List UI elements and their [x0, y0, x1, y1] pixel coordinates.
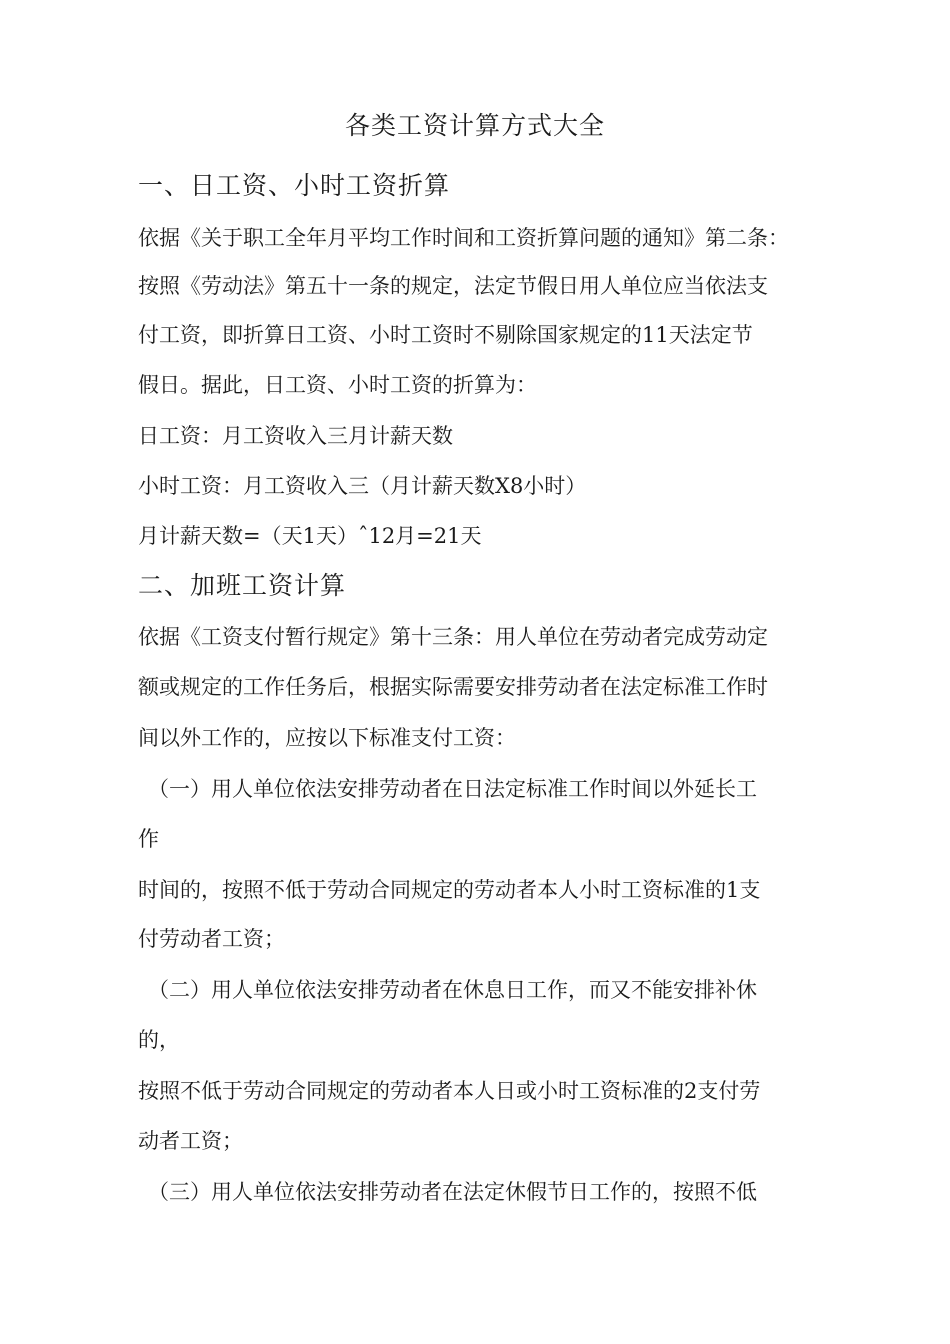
formula-line: 月计薪天数=（天1天）ˆ12月=21天 [138, 524, 482, 548]
list-item-line: （一）用人单位依法安排劳动者在日法定标准工作时间以外延长工 [148, 777, 757, 801]
formula-line: 小时工资：月工资收入三（月计薪天数X8小时） [138, 474, 587, 498]
paragraph-line: 间以外工作的，应按以下标准支付工资： [138, 726, 516, 750]
paragraph-line: 额或规定的工作任务后，根据实际需要安排劳动者在法定标准工作时 [138, 675, 768, 699]
paragraph-line: 付劳动者工资； [138, 927, 285, 951]
section-2-heading: 二、加班工资计算 [138, 571, 347, 600]
section-1-heading: 一、日工资、小时工资折算 [138, 171, 451, 200]
paragraph-line: 假日。据此，日工资、小时工资的折算为： [138, 373, 537, 397]
paragraph-line: 依据《工资支付暂行规定》第十三条：用人单位在劳动者完成劳动定 [138, 625, 768, 649]
paragraph-line: 按照不低于劳动合同规定的劳动者本人日或小时工资标准的2支付劳 [138, 1079, 761, 1103]
list-item-line: （二）用人单位依法安排劳动者在休息日工作，而又不能安排补休 [148, 978, 757, 1002]
paragraph-line: 动者工资； [138, 1129, 243, 1153]
paragraph-line: 按照《劳动法》第五十一条的规定，法定节假日用人单位应当依法支 [138, 274, 768, 298]
list-item-line: （三）用人单位依法安排劳动者在法定休假节日工作的，按照不低 [148, 1180, 757, 1204]
paragraph-line: 依据《关于职工全年月平均工作时间和工资折算问题的通知》第二条： [138, 226, 789, 250]
document-title: 各类工资计算方式大全 [344, 111, 605, 140]
paragraph-line: 时间的，按照不低于劳动合同规定的劳动者本人小时工资标准的1支 [138, 878, 761, 902]
formula-line: 日工资：月工资收入三月计薪天数 [138, 424, 453, 448]
paragraph-line: 的， [138, 1028, 180, 1052]
paragraph-line: 作 [138, 827, 159, 851]
paragraph-line: 付工资，即折算日工资、小时工资时不剔除国家规定的11天法定节 [138, 323, 753, 347]
